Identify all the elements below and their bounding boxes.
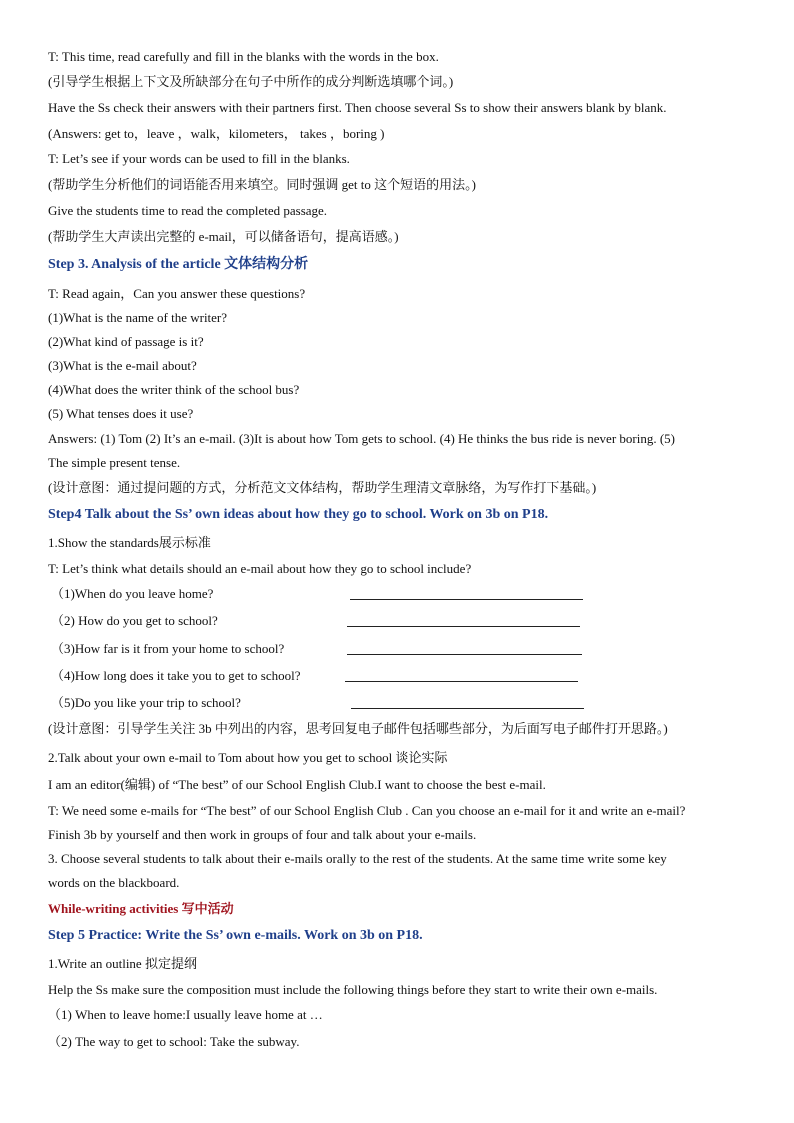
detail-question: （2) How do you get to school? bbox=[51, 613, 218, 628]
detail-question: （5)Do you like your trip to school? bbox=[51, 695, 241, 710]
question-item: (1)What is the name of the writer? bbox=[48, 310, 228, 325]
teaching-note: (帮助学生分析他们的词语能否用来填空。同时强调 get to 这个短语的用法。) bbox=[48, 177, 476, 192]
instruction-text: words on the blackboard. bbox=[48, 875, 180, 890]
answers-text: The simple present tense. bbox=[48, 455, 181, 470]
answers-text: Answers: (1) Tom (2) It’s an e-mail. (3)It is about how Tom gets to school. (4) He thinks the bus ride is never boring. (5) bbox=[48, 431, 676, 446]
teacher-instruction: T: Let’s see if your words can be used to fill in the blanks. bbox=[48, 151, 350, 166]
answer-blank bbox=[350, 599, 583, 600]
instruction-text: 3. Choose several students to talk about their e-mails orally to the rest of the students. At the same time write some key bbox=[48, 851, 667, 866]
question-item: (4)What does the writer think of the school bus? bbox=[48, 382, 300, 397]
instruction-text: Give the students time to read the completed passage. bbox=[48, 203, 328, 218]
teaching-note: (引导学生根据上下文及所缺部分在句子中所作的成分判断选填哪个词。) bbox=[48, 74, 454, 89]
step-4-heading: Step4 Talk about the Ss’ own ideas about how they go to school. Work on 3b on P18. bbox=[48, 507, 549, 522]
instruction-text: I am an editor(编辑) of “The best” of our School English Club.I want to choose the best e-mail. bbox=[48, 777, 546, 792]
answer-blank bbox=[345, 681, 578, 682]
step-3-heading: Step 3. Analysis of the article 文体结构分析 bbox=[48, 257, 309, 272]
teacher-instruction: T: This time, read carefully and fill in the blanks with the words in the box. bbox=[48, 49, 439, 64]
answer-blank bbox=[347, 626, 580, 627]
instruction-text: Have the Ss check their answers with their partners first. Then choose several Ss to show their answers blank by blank. bbox=[48, 100, 667, 115]
detail-question: （1)When do you leave home? bbox=[51, 586, 214, 601]
outline-item: （2) The way to get to school: Take the subway. bbox=[48, 1034, 300, 1049]
design-intent-note: (设计意图：引导学生关注 3b 中列出的内容，思考回复电子邮件包括哪些部分，为后面写电子邮件打开思路。) bbox=[48, 721, 668, 736]
teaching-note: (帮助学生大声读出完整的 e-mail，可以储备语句，提高语感。) bbox=[48, 229, 399, 244]
instruction-text: Help the Ss make sure the composition must include the following things before they start to write their own e-mails. bbox=[48, 982, 658, 997]
answer-blank bbox=[351, 708, 584, 709]
while-writing-heading: While-writing activities 写中活动 bbox=[48, 901, 234, 916]
answer-blank bbox=[347, 654, 582, 655]
detail-question: （4)How long does it take you to get to school? bbox=[51, 668, 301, 683]
design-intent-note: (设计意图：通过提问题的方式，分析范文文体结构，帮助学生理清文章脉络，为写作打下基础。) bbox=[48, 480, 597, 495]
question-item: (2)What kind of passage is it? bbox=[48, 334, 204, 349]
detail-question: （3)How far is it from your home to school? bbox=[51, 641, 285, 656]
step-5-heading: Step 5 Practice: Write the Ss’ own e-mails. Work on 3b on P18. bbox=[48, 928, 423, 943]
teacher-question: T: Read again，Can you answer these questions? bbox=[48, 286, 306, 301]
teacher-question: T: Let’s think what details should an e-mail about how they go to school include? bbox=[48, 561, 472, 576]
subsection-title: 2.Talk about your own e-mail to Tom about how you get to school 谈论实际 bbox=[48, 750, 448, 765]
answers-text: (Answers: get to，leave ，walk，kilometers， takes ，boring ) bbox=[48, 126, 385, 141]
instruction-text: Finish 3b by yourself and then work in groups of four and talk about your e-mails. bbox=[48, 827, 477, 842]
question-item: (3)What is the e-mail about? bbox=[48, 358, 197, 373]
question-item: (5) What tenses does it use? bbox=[48, 406, 194, 421]
subsection-title: 1.Write an outline 拟定提纲 bbox=[48, 956, 197, 971]
outline-item: （1) When to leave home:I usually leave home at … bbox=[48, 1007, 323, 1022]
teacher-instruction: T: We need some e-mails for “The best” of our School English Club . Can you choose an e-mail for it and write an e-mail? bbox=[48, 803, 686, 818]
subsection-title: 1.Show the standards展示标准 bbox=[48, 535, 211, 550]
